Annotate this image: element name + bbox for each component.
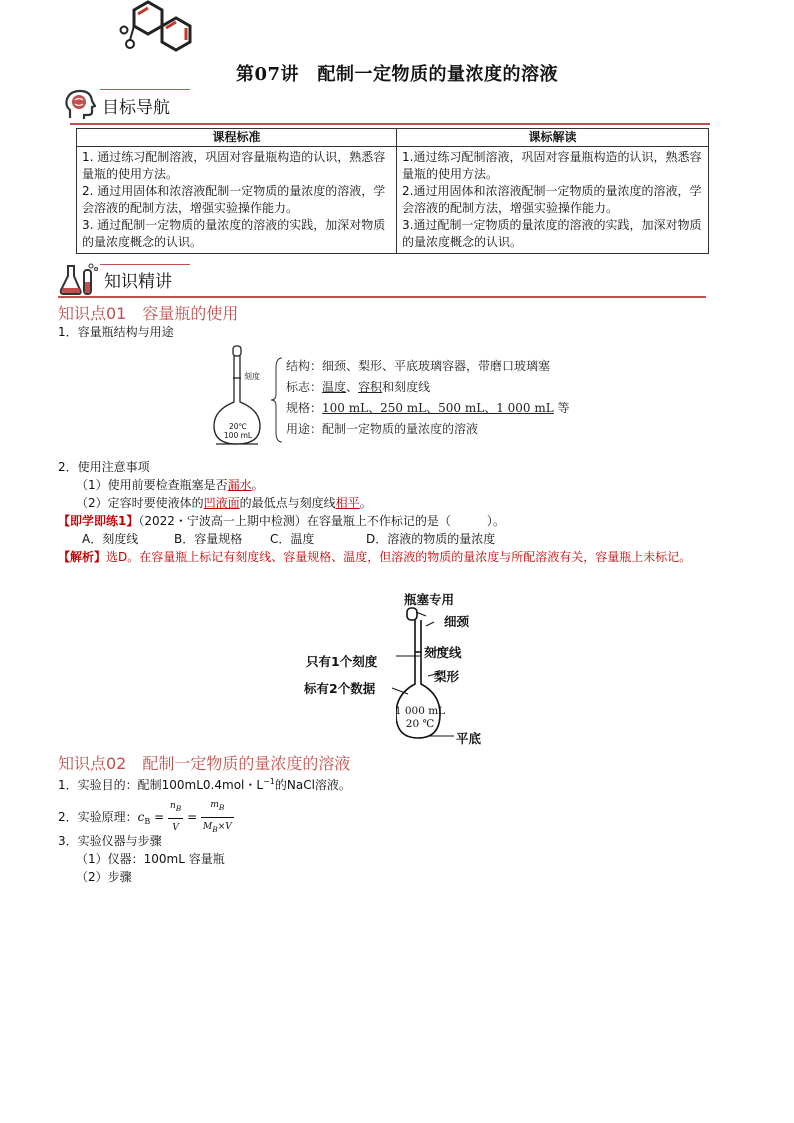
practice-options xyxy=(58,530,738,548)
concentration-formula: $c_B$ = $\frac{n_B}{V}$ = $\frac{m_B}{M_B\times V}$ xyxy=(138,796,234,839)
option-d: D．溶液的物质的量浓度 xyxy=(366,532,496,546)
kp1-notes xyxy=(58,458,738,566)
molecule-logo-icon xyxy=(118,0,198,60)
flask1-brace xyxy=(270,356,284,444)
flask2-mark-line: 刻度线 xyxy=(424,645,462,660)
knowledge-heading: 知识精讲 xyxy=(104,271,172,292)
kp2-item1: 1．实验目的：配制100mL0.4mol・$L^{-1}$的NaCl溶液。 xyxy=(58,777,351,792)
flask1-struct: 结构：细颈、梨形、平底玻璃容器，带磨口玻璃塞 xyxy=(286,359,551,373)
head-brain-icon xyxy=(62,88,96,122)
kp1-sub1: 1．容量瓶结构与用途 xyxy=(58,325,174,339)
table-cell-standards xyxy=(77,147,397,254)
practice-question: 【即学即练1】（2022・宁波高一上期中检测）在容量瓶上不作标记的是（ ）。 xyxy=(58,514,505,528)
kp1-title-text: 容量瓶的使用 xyxy=(142,304,239,323)
table-header-standard: 课程标准 xyxy=(77,129,397,147)
kp2-steps xyxy=(58,832,225,886)
standards-table xyxy=(76,128,709,254)
goal-heading: 目标导航 xyxy=(102,97,170,118)
option-b: B．容量规格 xyxy=(174,532,243,546)
flask1-mark: 标志：温度、容积和刻度线 xyxy=(286,380,431,394)
table-cell-interpretations xyxy=(397,147,709,254)
standard-item-1: 1. 通过练习配制溶液，巩固对容量瓶构造的认识，熟悉容量瓶的使用方法。 xyxy=(82,150,386,181)
knowledge-rule xyxy=(58,296,706,298)
kp2-item3-1: （1）仪器：100mL 容量瓶 xyxy=(76,852,225,866)
page-title: 第07讲 配制一定物质的量浓度的溶液 xyxy=(235,64,559,85)
flask2-stopper: 瓶塞专用 xyxy=(404,592,455,607)
goal-banner xyxy=(62,88,170,122)
interpretation-item-1: 1.通过练习配制溶液，巩固对容量瓶构造的认识，熟悉容量瓶的使用方法。 xyxy=(402,150,702,181)
knowledge-rule-top xyxy=(100,264,190,265)
interpretation-item-2: 2.通过用固体和浓溶液配制一定物质的量浓度的溶液，学会溶液的配制方法，增强实验操作能力。 xyxy=(402,184,702,215)
standard-item-3: 3. 通过配制一定物质的量浓度的溶液的实践，加深对物质的量浓度概念的认识。 xyxy=(82,218,386,249)
kp1-title xyxy=(58,301,238,324)
flask2-two-data: 标有2个数据 xyxy=(304,681,376,696)
kp2-item3-2: （2）步骤 xyxy=(76,870,132,884)
table-header-interpretation: 课标解读 xyxy=(397,129,709,147)
flask1-spec: 规格：100 mL、250 mL、500 mL、1 000 mL 等 xyxy=(286,401,570,415)
kp2-item2: 2．实验原理： $c_B$ = $\frac{n_B}{V}$ = $\frac{m_B}{M_B\times V}$ xyxy=(58,796,234,839)
kp1-sub2: 2．使用注意事项 xyxy=(58,460,150,474)
option-a: A．刻度线 xyxy=(82,532,139,546)
flask1-temp: 20℃ xyxy=(229,422,247,431)
kp2-title xyxy=(58,751,350,774)
goal-rule-top xyxy=(100,89,190,90)
flask2-flat: 平底 xyxy=(456,731,482,746)
knowledge-banner xyxy=(58,262,172,296)
kp2-title-text: 配制一定物质的量浓度的溶液 xyxy=(142,754,351,773)
kp2-item3: 3．实验仪器与步骤 xyxy=(58,834,162,848)
kp1-title-num: 知识点01 xyxy=(58,304,127,323)
kp2-title-num: 知识点02 xyxy=(58,754,127,773)
flask2-temp: 20 ℃ xyxy=(405,718,435,730)
kp1-note2: （2）定容时要使液体的凹液面的最低点与刻度线相平。 xyxy=(76,496,372,510)
standard-item-2: 2. 通过用固体和浓溶液配制一定物质的量浓度的溶液，学会溶液的配制方法，增强实验操作能力。 xyxy=(82,184,386,215)
flask1-description xyxy=(286,356,570,440)
flask1-mark-label: 刻度 xyxy=(244,372,260,381)
interpretation-item-3: 3.通过配制一定物质的量浓度的溶液的实践，加深对物质的量浓度概念的认识。 xyxy=(402,218,702,249)
kp1-note1: （1）使用前要检查瓶塞是否漏水。 xyxy=(76,478,264,492)
flask2-volume: 1 000 mL xyxy=(394,705,446,717)
lab-flasks-icon xyxy=(58,262,98,296)
flask1-volume: 100 mL xyxy=(223,431,253,440)
flask2-one-mark: 只有1个刻度 xyxy=(306,654,378,669)
flask1-use: 用途：配制一定物质的量浓度的溶液 xyxy=(286,422,479,436)
flask2-pear: 梨形 xyxy=(434,669,460,684)
option-c: C．温度 xyxy=(270,532,315,546)
goal-rule xyxy=(70,123,710,125)
practice-analysis: 【解析】选D。在容量瓶上标记有刻度线、容量规格、温度，但溶液的物质的量浓度与所配溶液有关，容量瓶上未标记。 xyxy=(58,550,692,564)
flask2-neck: 细颈 xyxy=(444,614,470,629)
